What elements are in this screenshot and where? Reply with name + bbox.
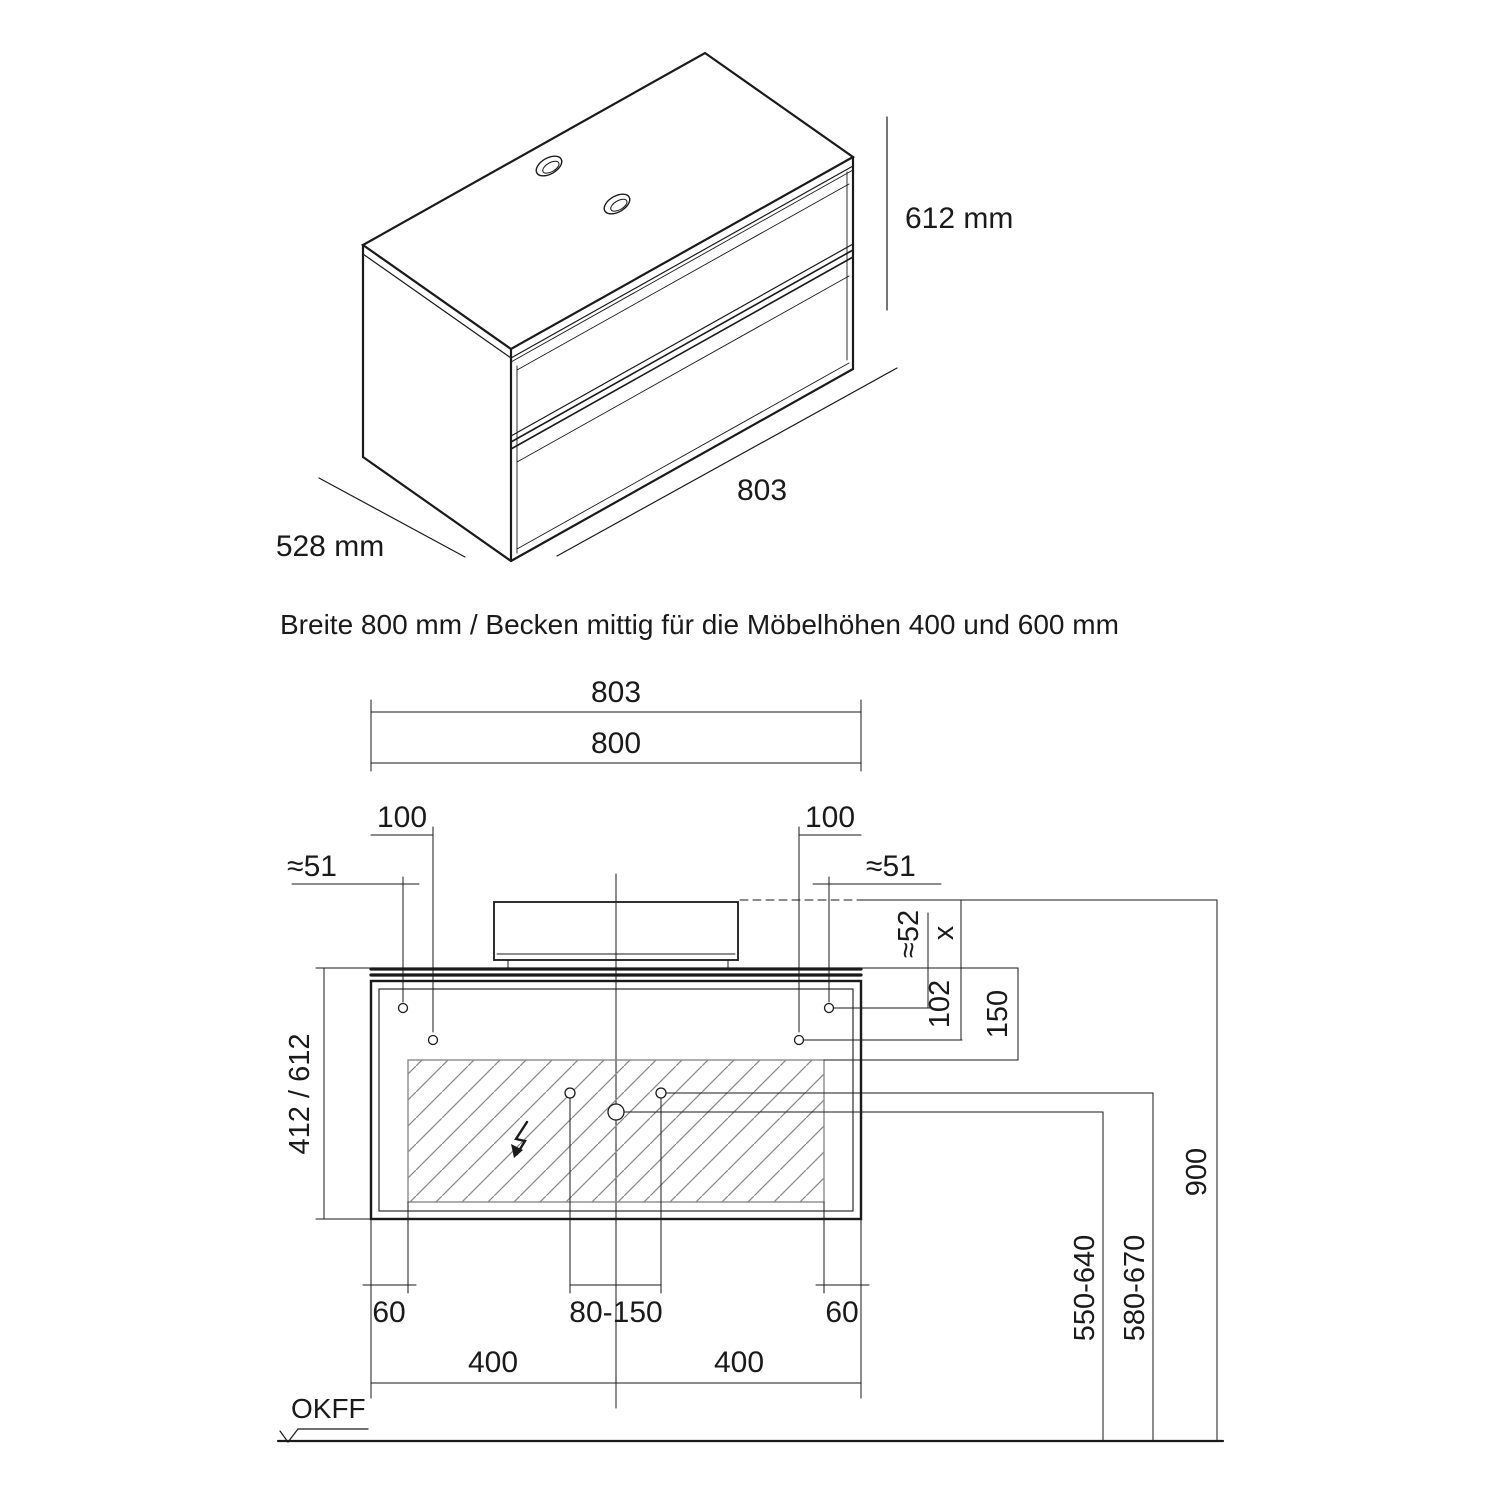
label-412-612: 412 / 612 [284,1033,316,1155]
iso-bottom-left-edge [363,457,511,561]
iso-faucet-hole-center [601,190,633,218]
label-102: 102 [924,979,956,1029]
iso-drawer-gap-1 [511,250,853,442]
label-550-640: 550-640 [1069,1234,1101,1342]
iso-bottom-front-edge [511,369,853,561]
label-900: 900 [1181,1147,1213,1197]
iso-slab-front [511,166,853,358]
label-52: ≈52 [893,909,925,959]
mount-hole-left-lower [429,1036,438,1045]
iso-drawer1-top [517,184,849,370]
iso-drawer1-bottom [511,244,853,436]
label-400-left: 400 [467,1346,519,1379]
iso-depth-label: 528 mm [275,530,385,563]
washbasin-foot [508,960,728,968]
isometric-cabinet-view [319,53,897,561]
label-80-150: 80-150 [569,1296,663,1329]
mount-hole-left-upper [399,1004,408,1013]
drain-hole-center [608,1104,624,1120]
mount-hole-right-lower [795,1036,804,1045]
label-400-right: 400 [713,1346,765,1379]
label-okff: OKFF [291,1393,366,1424]
supply-hole-left [565,1088,575,1098]
supply-hole-right [656,1088,666,1098]
iso-width-dim-line [557,368,897,556]
label-580-670: 580-670 [1119,1234,1151,1342]
label-51-right: ≈51 [866,850,916,883]
iso-slab-front2 [511,170,853,362]
iso-faucet-hole-left [533,152,565,180]
drawing-caption: Breite 800 mm / Becken mittig für die Möbelhöhen 400 und 600 mm [280,609,1119,640]
label-60-left: 60 [372,1296,406,1329]
label-150: 150 [982,989,1014,1039]
label-x: x [928,925,960,941]
hatch-area [408,1060,824,1202]
label-60-right: 60 [825,1296,859,1329]
label-51-left: ≈51 [287,850,337,883]
label-100-left: 100 [376,801,428,834]
iso-drawer2-bottom [517,363,849,549]
mount-hole-right-upper [825,1004,834,1013]
iso-height-label: 612 mm [905,202,1014,235]
label-100-right: 100 [804,801,856,834]
iso-slab-left [363,254,511,358]
iso-width-label: 803 [736,474,788,507]
iso-drawer2-top [517,276,849,462]
label-800: 800 [590,727,642,760]
label-803: 803 [590,676,642,709]
